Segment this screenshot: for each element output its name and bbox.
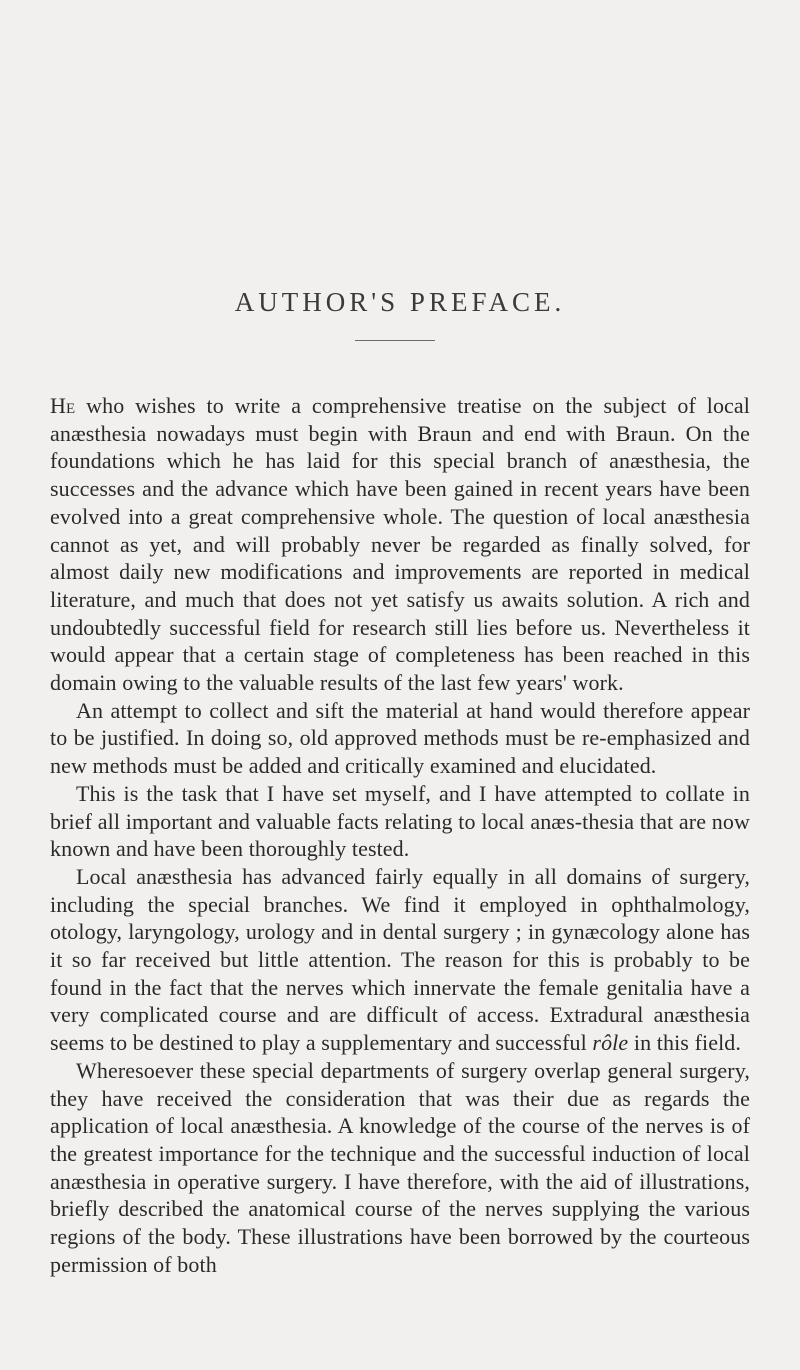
page-title: AUTHOR'S PREFACE.	[234, 287, 566, 317]
paragraph-1	[50, 392, 750, 697]
paragraph-4-text-before: Local anæsthesia has advanced fairly equally in all domains of surgery, including the special branches. We find it employed in ophthalmology, otology, laryngology, urology and in dental surgery ; in gynæcology alone has it so far received but little attention. The reason for this is probably to be found in the fact that the nerves which innervate the female genitalia have a very complicated course and are difficult of access. Extradural anæsthesia seems to be destined to play a supplementary and successful	[50, 863, 750, 1056]
paragraph-lead-word: He	[50, 393, 76, 418]
paragraph-4-text-after: in this field.	[628, 1030, 741, 1056]
paragraph-2: An attempt to collect and sift the material at hand would therefore appear to be justified. In doing so, old approved methods must be re-emphasized and new methods must be added and critically examined and elucidated.	[50, 697, 750, 779]
paragraph-3: This is the task that I have set myself, and I have attempted to collate in brief all important and valuable facts relating to local anæs-thesia that are now known and have been thoroughly tested.	[50, 780, 750, 862]
title-divider	[355, 340, 435, 341]
paragraph-4	[50, 863, 750, 1057]
preface-body	[50, 392, 750, 1279]
paragraph-5: Wheresoever these special departments of surgery overlap general surgery, they have received the consideration that was their due as regards the application of local anæsthesia. A knowledge of the course of the nerves is of the greatest importance for the technique and the successful induction of local anæsthesia in operative surgery. I have therefore, with the aid of illustrations, briefly described the anatomical course of the nerves supplying the various regions of the body. These illustrations have been borrowed by the courteous permission of both	[50, 1057, 750, 1277]
paragraph-1-text: who wishes to write a comprehensive treatise on the subject of local anæsthesia nowadays must begin with Braun and end with Braun. On the foundations which he has laid for this special branch of anæsthesia, the successes and the advance which have been gained in recent years have been evolved into a great comprehensive whole. The question of local anæsthesia cannot as yet, and will probably never be regarded as finally solved, for almost daily new modifications and improvements are reported in medical literature, and much that does not yet satisfy us awaits solution. A rich and undoubtedly successful field for research still lies before us. Nevertheless it would appear that a certain stage of completeness has been reached in this domain owing to the valuable results of the last few years' work.	[50, 393, 750, 696]
paragraph-4-italic: rôle	[592, 1030, 629, 1056]
